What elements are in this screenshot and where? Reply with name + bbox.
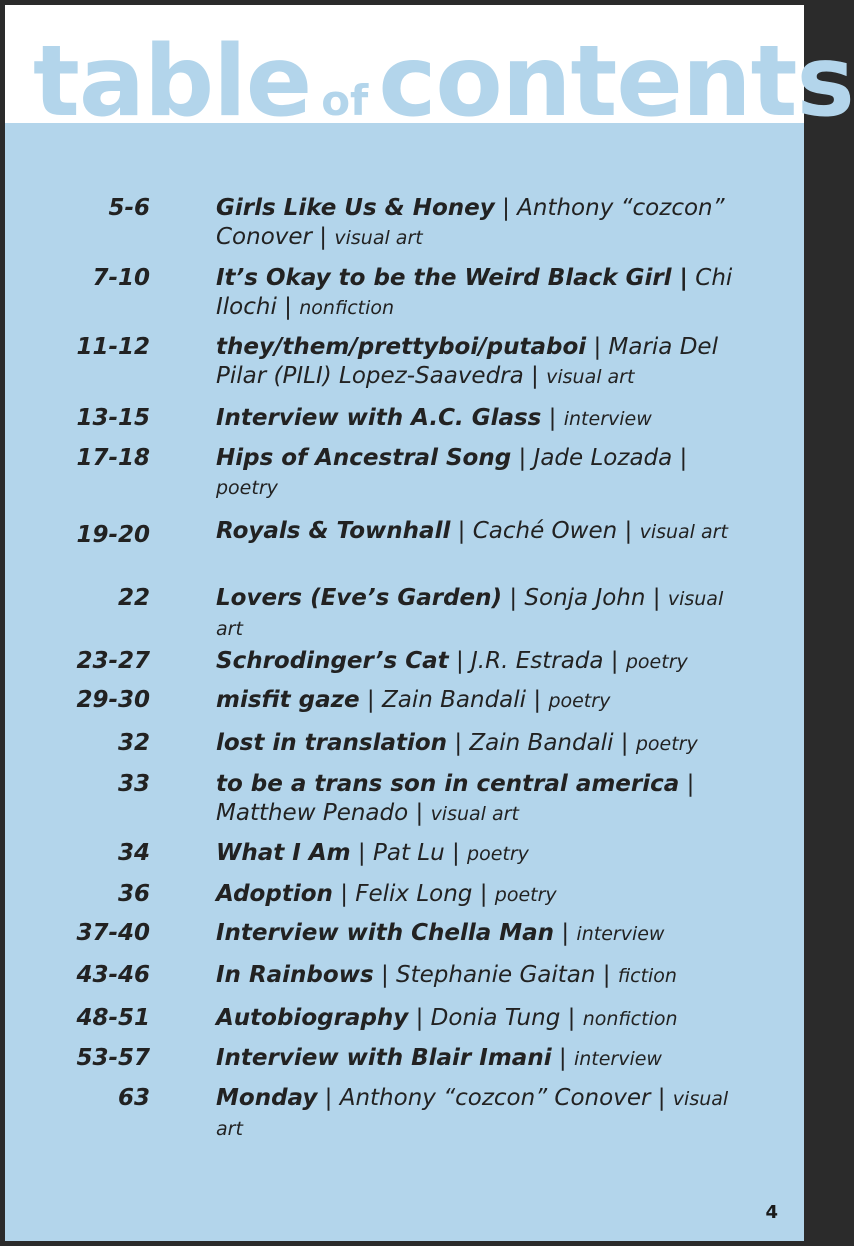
entry-title: Autobiography	[216, 1005, 409, 1031]
entry-title: What I Am	[216, 840, 351, 866]
entry-category: interview	[563, 408, 652, 430]
entry-text	[216, 1004, 736, 1034]
entry-text	[216, 404, 736, 434]
entry-category: visual art	[334, 227, 423, 249]
entry-separator: |	[332, 881, 356, 907]
entry-category: visual art	[639, 521, 728, 543]
entry-category: poetry	[216, 477, 278, 499]
entry-text	[216, 839, 736, 869]
entry-pages: 63	[117, 1085, 150, 1111]
entry-pages: 34	[117, 840, 150, 866]
entry-pages: 17-18	[76, 445, 150, 471]
entry-author: Zain Bandali	[382, 687, 527, 713]
entry-text	[216, 444, 736, 503]
entry-separator: |	[645, 585, 668, 611]
entry-separator: |	[447, 730, 470, 756]
entry-title: Monday	[216, 1085, 318, 1111]
entry-category: nonfiction	[582, 1008, 678, 1030]
entry-text	[216, 686, 736, 716]
entry-text	[216, 1084, 736, 1144]
entry-separator: |	[317, 1085, 340, 1111]
entry-pages: 53-57	[76, 1045, 150, 1071]
entry-pages: 36	[117, 881, 150, 907]
entry-separator: |	[586, 334, 609, 360]
title-word-table: table	[33, 25, 312, 139]
entry-separator: |	[523, 363, 547, 389]
entry-separator: |	[554, 920, 577, 946]
entry-pages: 48-51	[76, 1005, 150, 1031]
entry-separator: |	[448, 648, 472, 674]
entry-title: Adoption	[216, 881, 333, 907]
title-word-contents: contents	[378, 25, 854, 139]
entry-title: Schrodinger’s Cat	[216, 648, 449, 674]
entry-category: fiction	[617, 965, 677, 987]
entry-separator: |	[613, 730, 636, 756]
entry-pages: 7-10	[92, 265, 150, 291]
entry-author: Sonja John	[524, 585, 646, 611]
entry-title: Lovers (Eve’s Garden)	[216, 585, 503, 611]
entry-author: Matthew Penado	[216, 800, 409, 826]
entry-text	[216, 264, 736, 323]
entry-title: lost in translation	[216, 730, 448, 756]
entry-author: Pat Lu	[372, 840, 445, 866]
entry-author: Stephanie Gaitan	[396, 962, 596, 988]
entry-category: poetry	[548, 690, 611, 712]
entry-author: Felix Long	[355, 881, 473, 907]
entry-title: Hips of Ancestral Song	[216, 445, 512, 471]
entry-separator: |	[672, 445, 688, 471]
entry-pages: 33	[117, 771, 150, 797]
page-title	[33, 25, 854, 139]
entry-title: Interview with Blair Imani	[216, 1045, 552, 1071]
entry-text	[216, 880, 736, 910]
entry-title: Royals & Townhall	[216, 518, 451, 544]
entry-category: poetry	[625, 651, 688, 673]
entry-separator: |	[359, 687, 382, 713]
entry-separator: |	[541, 405, 564, 431]
toc-page	[5, 5, 854, 1241]
entry-separator: |	[472, 881, 495, 907]
entry-author: Caché Owen	[472, 518, 618, 544]
entry-separator: |	[502, 585, 525, 611]
entry-separator: |	[276, 294, 300, 320]
entry-category: visual art	[546, 366, 635, 388]
entry-author: Anthony “cozcon” Conover	[339, 1085, 651, 1111]
entry-title: Interview with Chella Man	[216, 920, 555, 946]
entry-author: Anthony “cozcon” Conover	[216, 195, 725, 250]
entry-pages: 37-40	[76, 920, 150, 946]
entry-separator: |	[408, 1005, 431, 1031]
entry-text	[216, 194, 736, 253]
entry-separator: |	[617, 518, 640, 544]
entry-title: misfit gaze	[216, 687, 360, 713]
entry-pages: 22	[117, 585, 150, 611]
entry-text	[216, 919, 736, 949]
entry-pages: 11-12	[76, 334, 150, 360]
entry-separator: |	[511, 445, 534, 471]
entry-text	[216, 961, 736, 991]
entry-separator: |	[560, 1005, 583, 1031]
entry-author: Donia Tung	[430, 1005, 561, 1031]
entry-category: interview	[573, 1048, 662, 1070]
entry-pages: 29-30	[76, 687, 150, 713]
entry-separator: |	[312, 224, 335, 250]
entry-category: poetry	[467, 843, 529, 865]
entry-pages: 32	[117, 730, 150, 756]
entry-separator: |	[444, 840, 468, 866]
entry-separator: |	[350, 840, 373, 866]
entry-text	[216, 770, 736, 829]
entry-text	[216, 1044, 736, 1074]
entry-title: they/them/prettyboi/putaboi	[216, 334, 587, 360]
entry-category: interview	[576, 923, 665, 945]
entry-text	[216, 729, 736, 759]
entry-text	[216, 517, 736, 547]
entry-pages: 13-15	[76, 405, 150, 431]
entry-title: Interview with A.C. Glass	[216, 405, 542, 431]
entry-title: In Rainbows	[216, 962, 374, 988]
entry-category: visual art	[216, 588, 724, 640]
entry-pages: 23-27	[76, 648, 150, 674]
page-number: 4	[765, 1202, 778, 1223]
entry-author: Chi Ilochi	[216, 265, 733, 320]
entry-separator: |	[595, 962, 618, 988]
entry-title: It’s Okay to be the Weird Black Girl |	[216, 265, 688, 291]
title-word-of: of	[321, 76, 369, 125]
entry-author: J.R. Estrada	[471, 648, 604, 674]
entry-category: poetry	[494, 884, 557, 906]
entry-text	[216, 584, 736, 644]
entry-separator: |	[450, 518, 473, 544]
entry-pages: 43-46	[76, 962, 150, 988]
entry-title: Girls Like Us & Honey	[216, 195, 495, 221]
entry-category: visual art	[430, 803, 519, 825]
entry-separator: |	[551, 1045, 574, 1071]
entry-separator: |	[526, 687, 549, 713]
entry-separator: |	[679, 771, 695, 797]
entry-category: poetry	[635, 733, 698, 755]
entry-separator: |	[408, 800, 431, 826]
entry-separator: |	[373, 962, 397, 988]
entry-pages: 19-20	[76, 522, 150, 548]
entry-separator: |	[494, 195, 518, 221]
entry-text	[216, 333, 736, 392]
entry-pages: 5-6	[108, 195, 150, 221]
entry-author: Zain Bandali	[469, 730, 614, 756]
entry-category: visual art	[216, 1088, 729, 1140]
entry-category: nonfiction	[299, 297, 395, 319]
entry-separator: |	[650, 1085, 673, 1111]
entry-separator: |	[603, 648, 626, 674]
entry-author: Jade Lozada	[533, 445, 673, 471]
entry-author: Maria Del Pilar (PILI) Lopez-Saavedra	[216, 334, 718, 389]
entry-title: to be a trans son in central america	[216, 771, 680, 797]
entry-text	[216, 647, 736, 677]
